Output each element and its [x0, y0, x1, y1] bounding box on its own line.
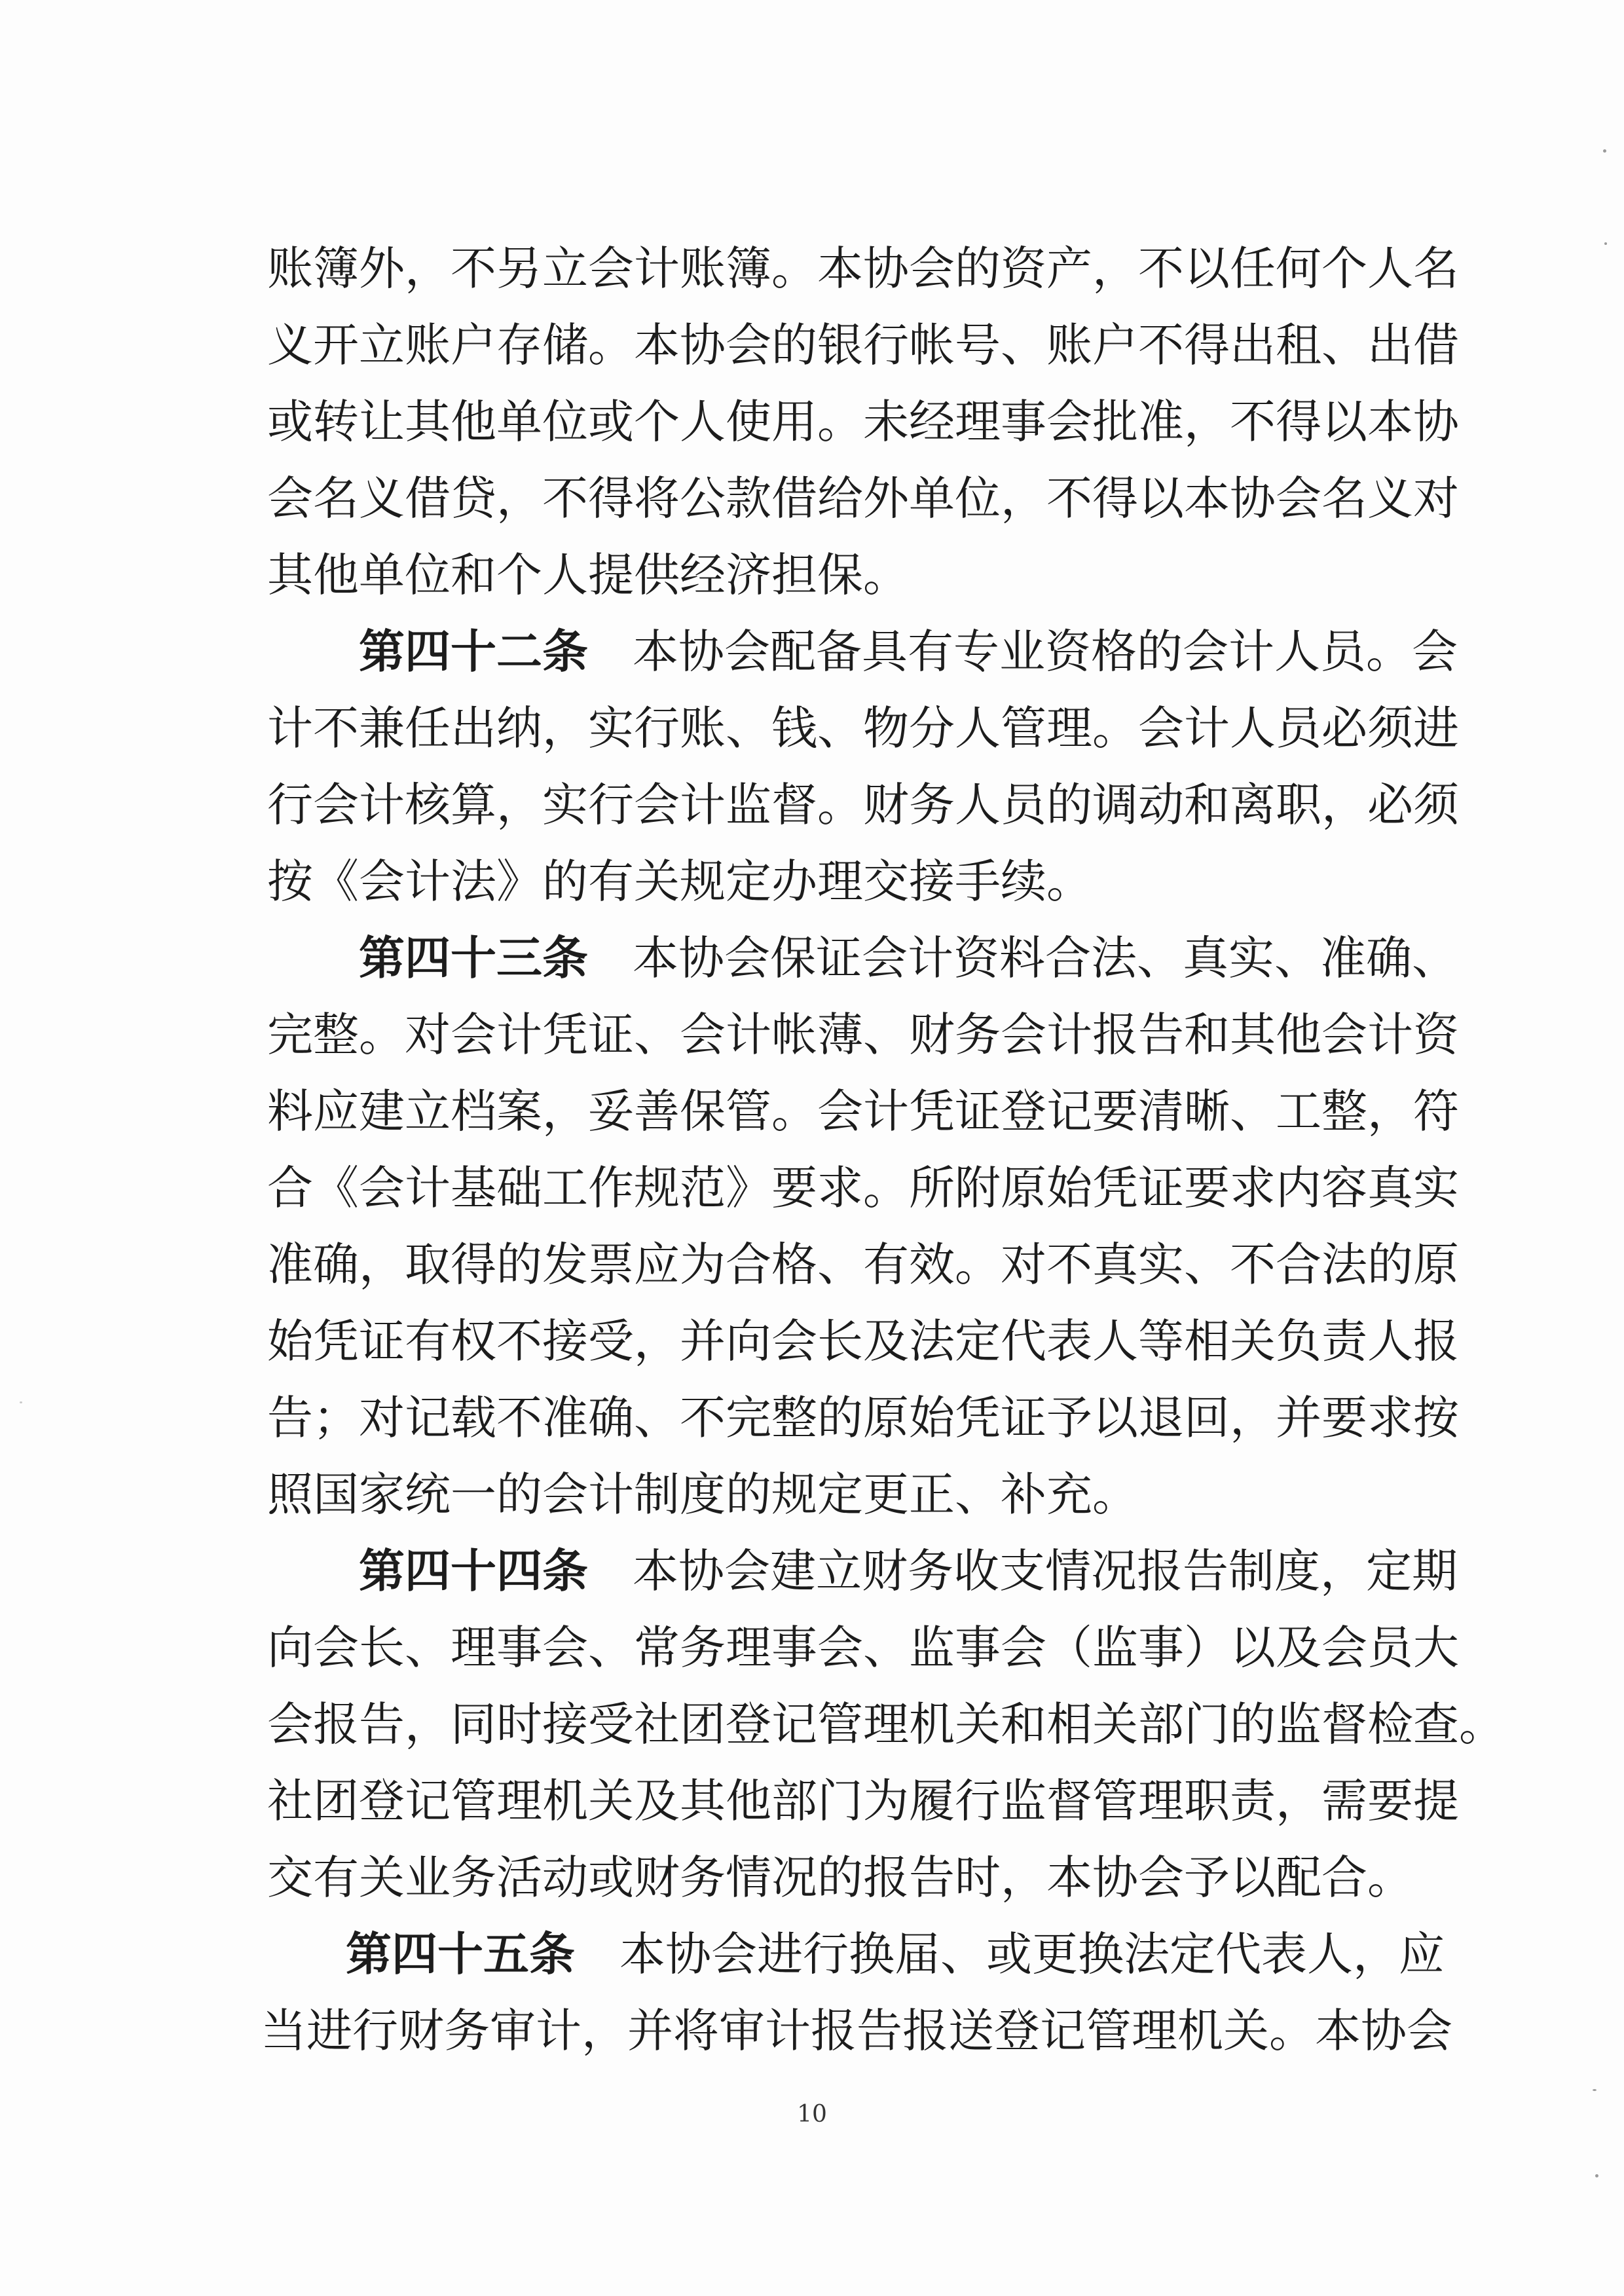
paragraph-line: 完整。对会计凭证、会计帐薄、财务会计报告和其他会计资 — [267, 1008, 1459, 1062]
paragraph-line: 始凭证有权不接受，并向会长及法定代表人等相关负责人报 — [267, 1314, 1459, 1368]
article-heading: 第四十二条 — [359, 624, 588, 678]
scan-speck — [1593, 2089, 1596, 2091]
paragraph-line: 向会长、理事会、常务理事会、监事会（监事）以及会员大 — [267, 1621, 1459, 1675]
paragraph-line: 会报告，同时接受社团登记管理机关和相关部门的监督检查。 — [267, 1697, 1505, 1751]
paragraph-line: 义开立账户存储。本协会的银行帐号、账户不得出租、出借 — [267, 318, 1459, 372]
paragraph-line: 会名义借贷，不得将公款借给外单位，不得以本协会名义对 — [267, 472, 1459, 525]
article-heading: 第四十四条 — [359, 1544, 588, 1598]
article-text: 本协会建立财务收支情况报告制度，定期 — [633, 1544, 1458, 1598]
page-number: 10 — [797, 2101, 827, 2128]
article-45-first-line — [346, 1921, 1445, 1987]
paragraph-line: 照国家统一的会计制度的规定更正、补充。 — [267, 1468, 1138, 1521]
article-44-first-line — [359, 1538, 1458, 1604]
paragraph-line: 准确，取得的发票应为合格、有效。对不真实、不合法的原 — [267, 1238, 1459, 1291]
paragraph-line: 或转让其他单位或个人使用。未经理事会批准，不得以本协 — [267, 395, 1459, 449]
paragraph-line: 告；对记载不准确、不完整的原始凭证予以退回，并要求按 — [267, 1391, 1459, 1445]
paragraph-line: 行会计核算，实行会计监督。财务人员的调动和离职，必须 — [267, 778, 1459, 832]
scan-speck — [1604, 242, 1607, 245]
scan-speck — [20, 1401, 22, 1403]
article-43-first-line — [359, 925, 1458, 991]
paragraph-line: 其他单位和个人提供经济担保。 — [267, 548, 909, 602]
scan-speck — [1595, 2174, 1598, 2177]
article-text: 本协会保证会计资料合法、真实、准确、 — [633, 931, 1458, 985]
paragraph-line: 当进行财务审计，并将审计报告报送登记管理机关。本协会 — [261, 2004, 1452, 2058]
paragraph-line: 社团登记管理机关及其他部门为履行监督管理职责，需要提 — [267, 1774, 1459, 1828]
paragraph-line: 账簿外，不另立会计账簿。本协会的资产，不以任何个人名 — [267, 242, 1459, 295]
paragraph-line: 合《会计基础工作规范》要求。所附原始凭证要求内容真实 — [267, 1161, 1459, 1215]
paragraph-line: 按《会计法》的有关规定办理交接手续。 — [267, 855, 1092, 908]
article-text: 本协会进行换届、或更换法定代表人，应 — [619, 1927, 1445, 1981]
paragraph-line: 计不兼任出纳，实行账、钱、物分人管理。会计人员必须进 — [267, 701, 1459, 755]
article-heading: 第四十五条 — [346, 1927, 575, 1981]
scan-speck — [1603, 149, 1606, 153]
article-heading: 第四十三条 — [359, 931, 588, 985]
paragraph-line: 料应建立档案，妥善保管。会计凭证登记要清晰、工整，符 — [267, 1084, 1459, 1138]
article-42-first-line — [359, 619, 1458, 684]
article-text: 本协会配备具有专业资格的会计人员。会 — [633, 625, 1458, 678]
paragraph-line: 交有关业务活动或财务情况的报告时，本协会予以配合。 — [267, 1851, 1413, 1904]
